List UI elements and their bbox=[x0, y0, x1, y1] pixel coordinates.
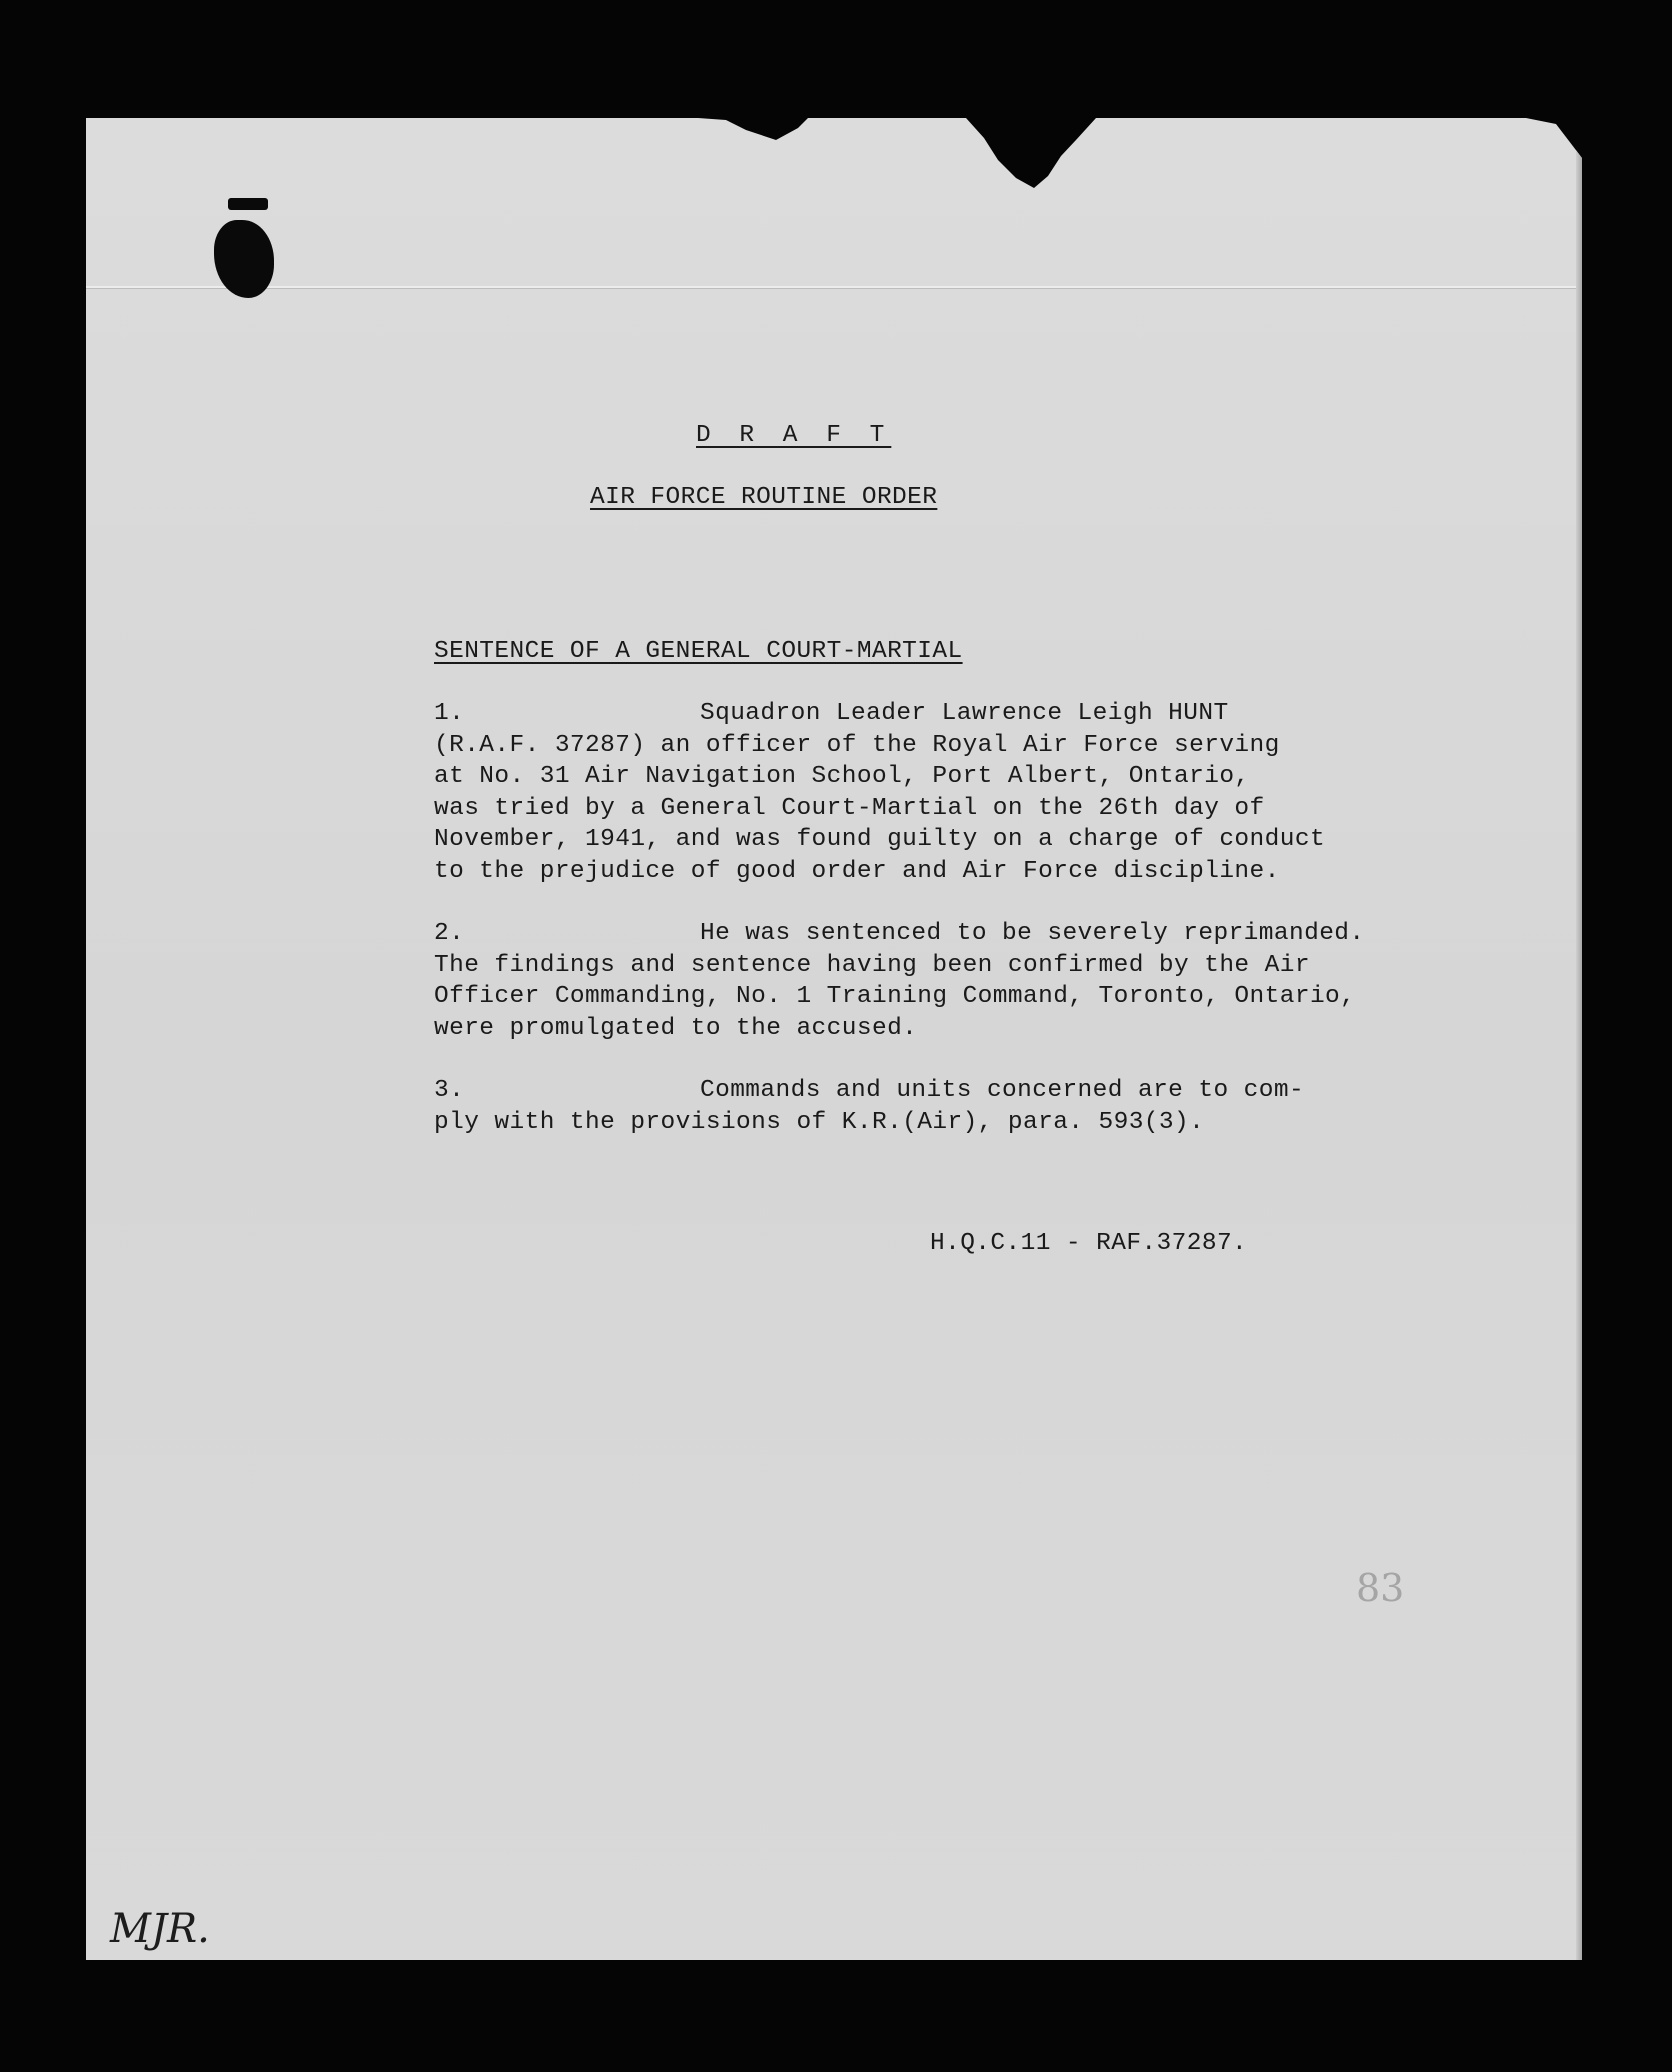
handwritten-initials: MJR. bbox=[110, 1906, 210, 1952]
paragraph-number: 3. bbox=[434, 1077, 465, 1104]
order-title: AIR FORCE ROUTINE ORDER bbox=[590, 484, 938, 511]
draft-label: D R A F T bbox=[696, 422, 892, 449]
paragraph-line: to the prejudice of good order and Air Force discipline. bbox=[434, 857, 1280, 885]
paragraph-number: 1. bbox=[434, 700, 465, 727]
paragraph-line: November, 1941, and was found guilty on a charge of conduct bbox=[434, 826, 1326, 853]
fold-line bbox=[86, 286, 1582, 288]
paragraph-line: The findings and sentence having been confirmed by the Air bbox=[434, 951, 1310, 979]
paragraph-line: ply with the provisions of K.R.(Air), para. 593(3). bbox=[434, 1108, 1205, 1136]
paragraph-number: 2. bbox=[434, 920, 465, 947]
ink-mark-top bbox=[228, 198, 268, 210]
subject-heading: SENTENCE OF A GENERAL COURT-MARTIAL bbox=[434, 638, 963, 665]
handwritten-page-number: 83 bbox=[1356, 1566, 1405, 1610]
file-reference: H.Q.C.11 - RAF.37287. bbox=[930, 1230, 1248, 1257]
paragraph-line: Commands and units concerned are to com- bbox=[700, 1077, 1305, 1104]
paragraph-line: at No. 31 Air Navigation School, Port Albert, Ontario, bbox=[434, 763, 1250, 790]
paragraph-line: Officer Commanding, No. 1 Training Command, Toronto, Ontario, bbox=[434, 983, 1356, 1010]
paragraph-line: was tried by a General Court-Martial on the 26th day of bbox=[434, 794, 1265, 822]
paragraph-line: were promulgated to the accused. bbox=[434, 1014, 918, 1042]
paper-edge bbox=[1576, 118, 1582, 1960]
paragraph-line: (R.A.F. 37287) an officer of the Royal Air Force serving bbox=[434, 731, 1280, 759]
paragraph-line: Squadron Leader Lawrence Leigh HUNT bbox=[700, 700, 1229, 727]
paragraph-line: He was sentenced to be severely reprimanded. bbox=[700, 920, 1365, 947]
